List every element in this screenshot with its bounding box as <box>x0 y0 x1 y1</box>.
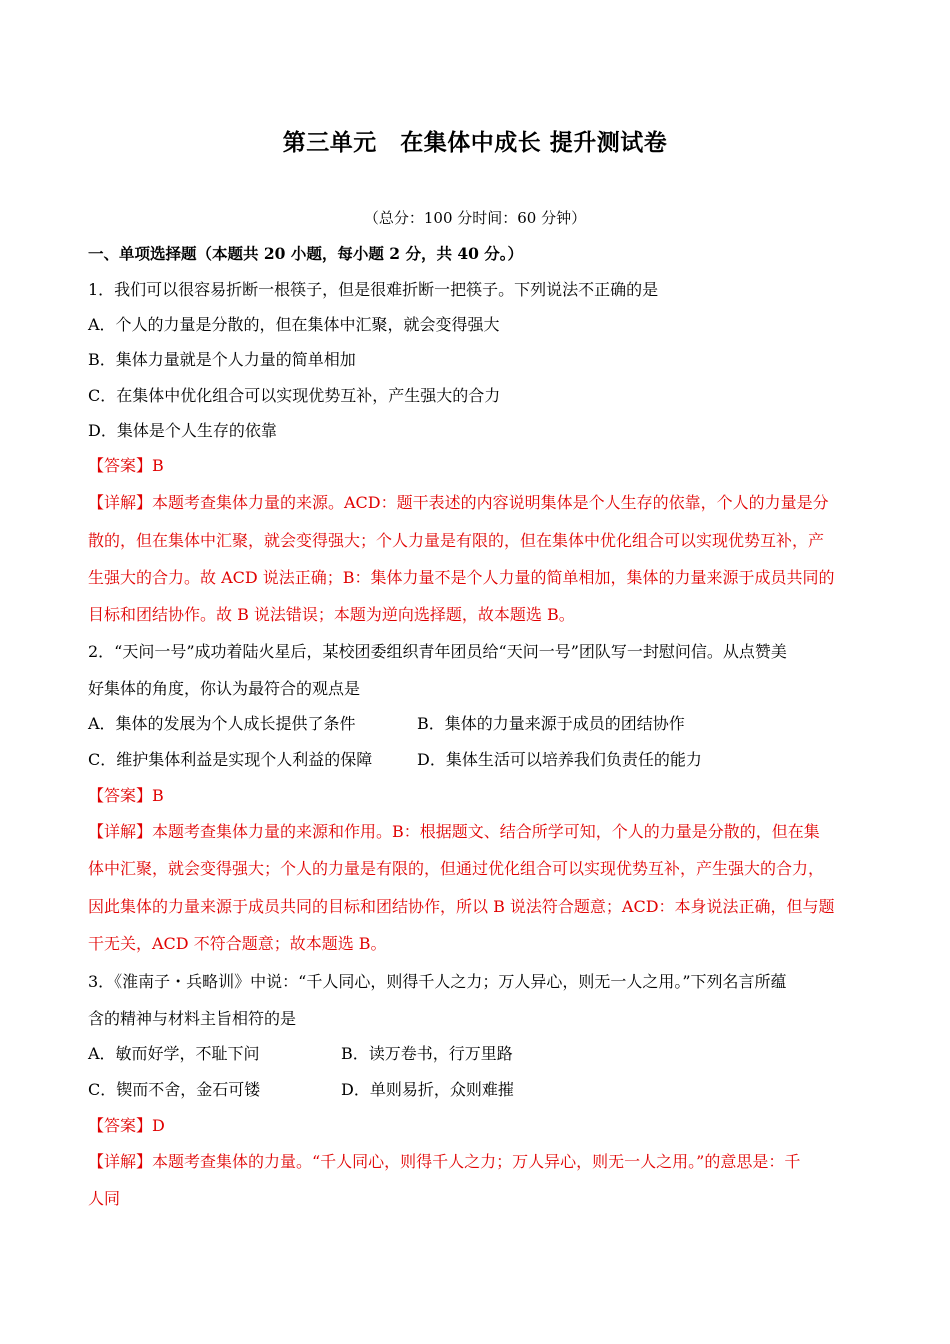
q3-option-d: D．单则易折，众则难摧 <box>341 1080 514 1099</box>
q2-option-a: A．集体的发展为个人成长提供了条件 <box>88 714 356 733</box>
section-heading: 一、单项选择题（本题共 20 小题，每小题 2 分，共 40 分。） <box>88 244 524 263</box>
q3-answer: 【答案】D <box>88 1116 165 1135</box>
q2-detail-line: 干无关，ACD 不符合题意；故本题选 B。 <box>88 934 387 953</box>
page-title: 第三单元 在集体中成长 提升测试卷 <box>282 129 668 156</box>
q2-stem-line: 好集体的角度，你认为最符合的观点是 <box>88 679 361 698</box>
q1-detail-line: 散的，但在集体中汇聚，就会变得强大；个人力量是有限的，但在集体中优化组合可以实现优势互补，产 <box>88 531 825 550</box>
q3-option-c: C．锲而不舍，金石可镂 <box>88 1080 261 1099</box>
q1-option-d: D．集体是个人生存的依靠 <box>88 421 277 440</box>
q2-option-b: B．集体的力量来源于成员的团结协作 <box>417 714 685 733</box>
q1-option-c: C．在集体中优化组合可以实现优势互补，产生强大的合力 <box>88 386 501 405</box>
q2-option-c: C．维护集体利益是实现个人利益的保障 <box>88 750 373 769</box>
q1-detail-line: 【详解】本题考查集体力量的来源。ACD：题干表述的内容说明集体是个人生存的依靠，个人的力量是分 <box>88 493 829 512</box>
q1-detail-line: 目标和团结协作。故 B 说法错误；本题为逆向选择题，故本题选 B。 <box>88 605 575 624</box>
q1-detail-line: 生强大的合力。故 ACD 说法正确；B：集体力量不是个人力量的简单相加，集体的力量来源于成员共同的 <box>88 568 835 587</box>
q1-answer: 【答案】B <box>88 456 164 475</box>
q1-option-a: A．个人的力量是分散的，但在集体中汇聚，就会变得强大 <box>88 315 500 334</box>
q3-stem-line: 含的精神与材料主旨相符的是 <box>88 1009 297 1028</box>
q3-stem-line: 3．《淮南子・兵略训》中说：“千人同心，则得千人之力；万人异心，则无一人之用。”下列名言所蕴 <box>88 972 787 991</box>
q3-detail-line: 人同 <box>88 1189 121 1208</box>
q3-option-b: B．读万卷书，行万里路 <box>341 1044 513 1063</box>
q2-answer: 【答案】B <box>88 786 164 805</box>
q2-detail-line: 体中汇聚，就会变得强大；个人的力量是有限的，但通过优化组合可以实现优势互补，产生强大的合力， <box>88 859 825 878</box>
q1-stem: 1．我们可以很容易折断一根筷子，但是很难折断一把筷子。下列说法不正确的是 <box>88 280 659 299</box>
q1-option-b: B．集体力量就是个人力量的简单相加 <box>88 350 356 369</box>
q2-detail-line: 【详解】本题考查集体力量的来源和作用。B：根据题文、结合所学可知，个人的力量是分散的，但在集 <box>88 822 820 841</box>
q3-detail-line: 【详解】本题考查集体的力量。“千人同心，则得千人之力；万人异心，则无一人之用。”的意思是：千 <box>88 1152 801 1171</box>
q2-stem-line: 2．“天问一号”成功着陆火星后，某校团委组织青年团员给“天问一号”团队写一封慰问信。从点赞美 <box>88 642 787 661</box>
q3-option-a: A．敏而好学，不耻下问 <box>88 1044 260 1063</box>
q2-option-d: D．集体生活可以培养我们负责任的能力 <box>417 750 702 769</box>
q2-detail-line: 因此集体的力量来源于成员共同的目标和团结协作，所以 B 说法符合题意；ACD：本身说法正确，但与题 <box>88 897 835 916</box>
exam-info: （总分：100 分时间：60 分钟） <box>363 209 587 227</box>
